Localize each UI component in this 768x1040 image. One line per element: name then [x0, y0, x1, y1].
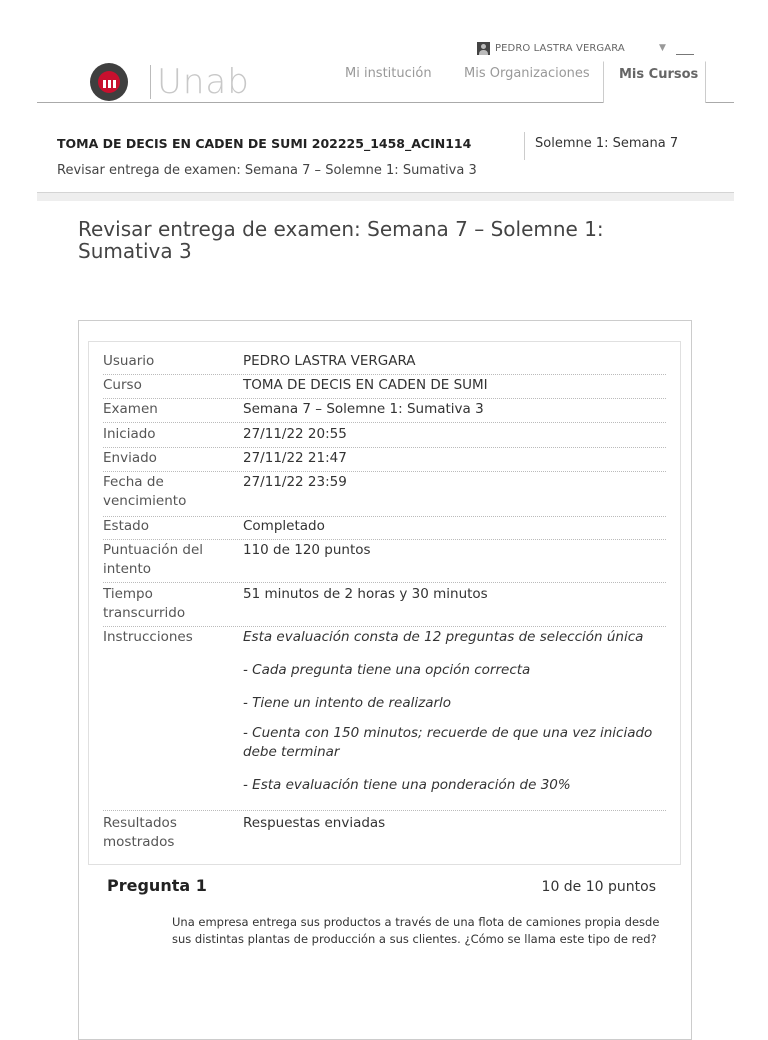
- detail-label: Tiempo transcurrido: [103, 586, 186, 621]
- nav-my-courses-tab[interactable]: [603, 61, 706, 103]
- detail-value: Completado: [243, 518, 325, 534]
- detail-row-due-date: [103, 473, 666, 517]
- instruction-line: - Tiene un intento de realizarlo: [243, 695, 452, 711]
- header-divider: [706, 102, 734, 103]
- institution-logo[interactable]: [90, 62, 250, 102]
- instruction-line: - Esta evaluación tiene una ponderación de 30%: [243, 777, 571, 793]
- breadcrumb: Revisar entrega de examen: Semana 7 – Solemne 1: Sumativa 3: [57, 163, 477, 178]
- detail-label: Estado: [103, 518, 149, 534]
- detail-label: Iniciado: [103, 426, 156, 442]
- detail-row-user: [103, 352, 666, 375]
- nav-my-organizations[interactable]: Mis Organizaciones: [464, 66, 590, 81]
- detail-label: Examen: [103, 401, 158, 417]
- detail-row-course: [103, 376, 666, 399]
- detail-row-instructions: [103, 628, 666, 811]
- caret-down-icon[interactable]: ▼: [659, 43, 666, 53]
- content-top-band: [37, 192, 734, 201]
- detail-value: 27/11/22 23:59: [243, 474, 347, 490]
- detail-row-exam: [103, 400, 666, 423]
- user-menu[interactable]: [477, 42, 625, 55]
- instruction-line: - Cuenta con 150 minutos; recuerde de que una vez iniciado debe terminar: [243, 725, 653, 760]
- detail-row-score: [103, 541, 666, 583]
- unab-emblem-icon: [90, 63, 128, 101]
- detail-row-submitted: [103, 449, 666, 472]
- detail-value: TOMA DE DECIS EN CADEN DE SUMI: [243, 377, 488, 393]
- detail-label: Usuario: [103, 353, 155, 369]
- nav-my-institution[interactable]: Mi institución: [345, 66, 432, 81]
- nav-my-courses-label: Mis Cursos: [619, 67, 699, 82]
- user-name: PEDRO LASTRA VERGARA: [495, 43, 625, 54]
- detail-value: 27/11/22 21:47: [243, 450, 347, 466]
- course-title[interactable]: TOMA DE DECIS EN CADEN DE SUMI 202225_1458_ACIN114: [57, 136, 472, 151]
- top-header: [0, 0, 768, 103]
- detail-label: Enviado: [103, 450, 157, 466]
- course-bar-divider: [524, 132, 525, 160]
- detail-row-results-shown: [103, 814, 666, 856]
- instruction-line: - Cada pregunta tiene una opción correcta: [243, 662, 531, 678]
- detail-value: Respuestas enviadas: [243, 815, 386, 831]
- detail-label: Puntuación del intento: [103, 542, 204, 577]
- question-title: Pregunta 1: [107, 876, 207, 895]
- course-menu-item[interactable]: Solemne 1: Semana 7: [535, 136, 679, 151]
- question-text: Una empresa entrega sus productos a través de una flota de camiones propia desde sus distintas plantas de producción a sus clientes. ¿Cómo se llama este tipo de red?: [172, 915, 660, 946]
- detail-value: PEDRO LASTRA VERGARA: [243, 353, 416, 369]
- logo-divider: [150, 65, 151, 99]
- detail-label: Curso: [103, 377, 142, 393]
- detail-value: 110 de 120 puntos: [243, 542, 371, 558]
- detail-value: 51 minutos de 2 horas y 30 minutos: [243, 586, 488, 602]
- detail-row-status: [103, 517, 666, 540]
- detail-label: Instrucciones: [103, 629, 193, 645]
- instruction-line: Esta evaluación consta de 12 preguntas de selección única: [243, 629, 644, 645]
- header-divider: [37, 102, 603, 103]
- detail-row-started: [103, 425, 666, 448]
- detail-label: Resultados mostrados: [103, 815, 177, 850]
- logo-text: Unab: [157, 62, 250, 102]
- user-avatar-icon: [477, 42, 490, 55]
- detail-label: Fecha de vencimiento: [103, 474, 187, 509]
- page-title: Revisar entrega de examen: Semana 7 – Solemne 1: Sumativa 3: [78, 217, 604, 263]
- detail-value: 27/11/22 20:55: [243, 426, 347, 442]
- detail-row-elapsed-time: [103, 585, 666, 627]
- menu-underline: [676, 54, 694, 55]
- question-points: 10 de 10 puntos: [541, 879, 656, 895]
- detail-value: Semana 7 – Solemne 1: Sumativa 3: [243, 401, 484, 417]
